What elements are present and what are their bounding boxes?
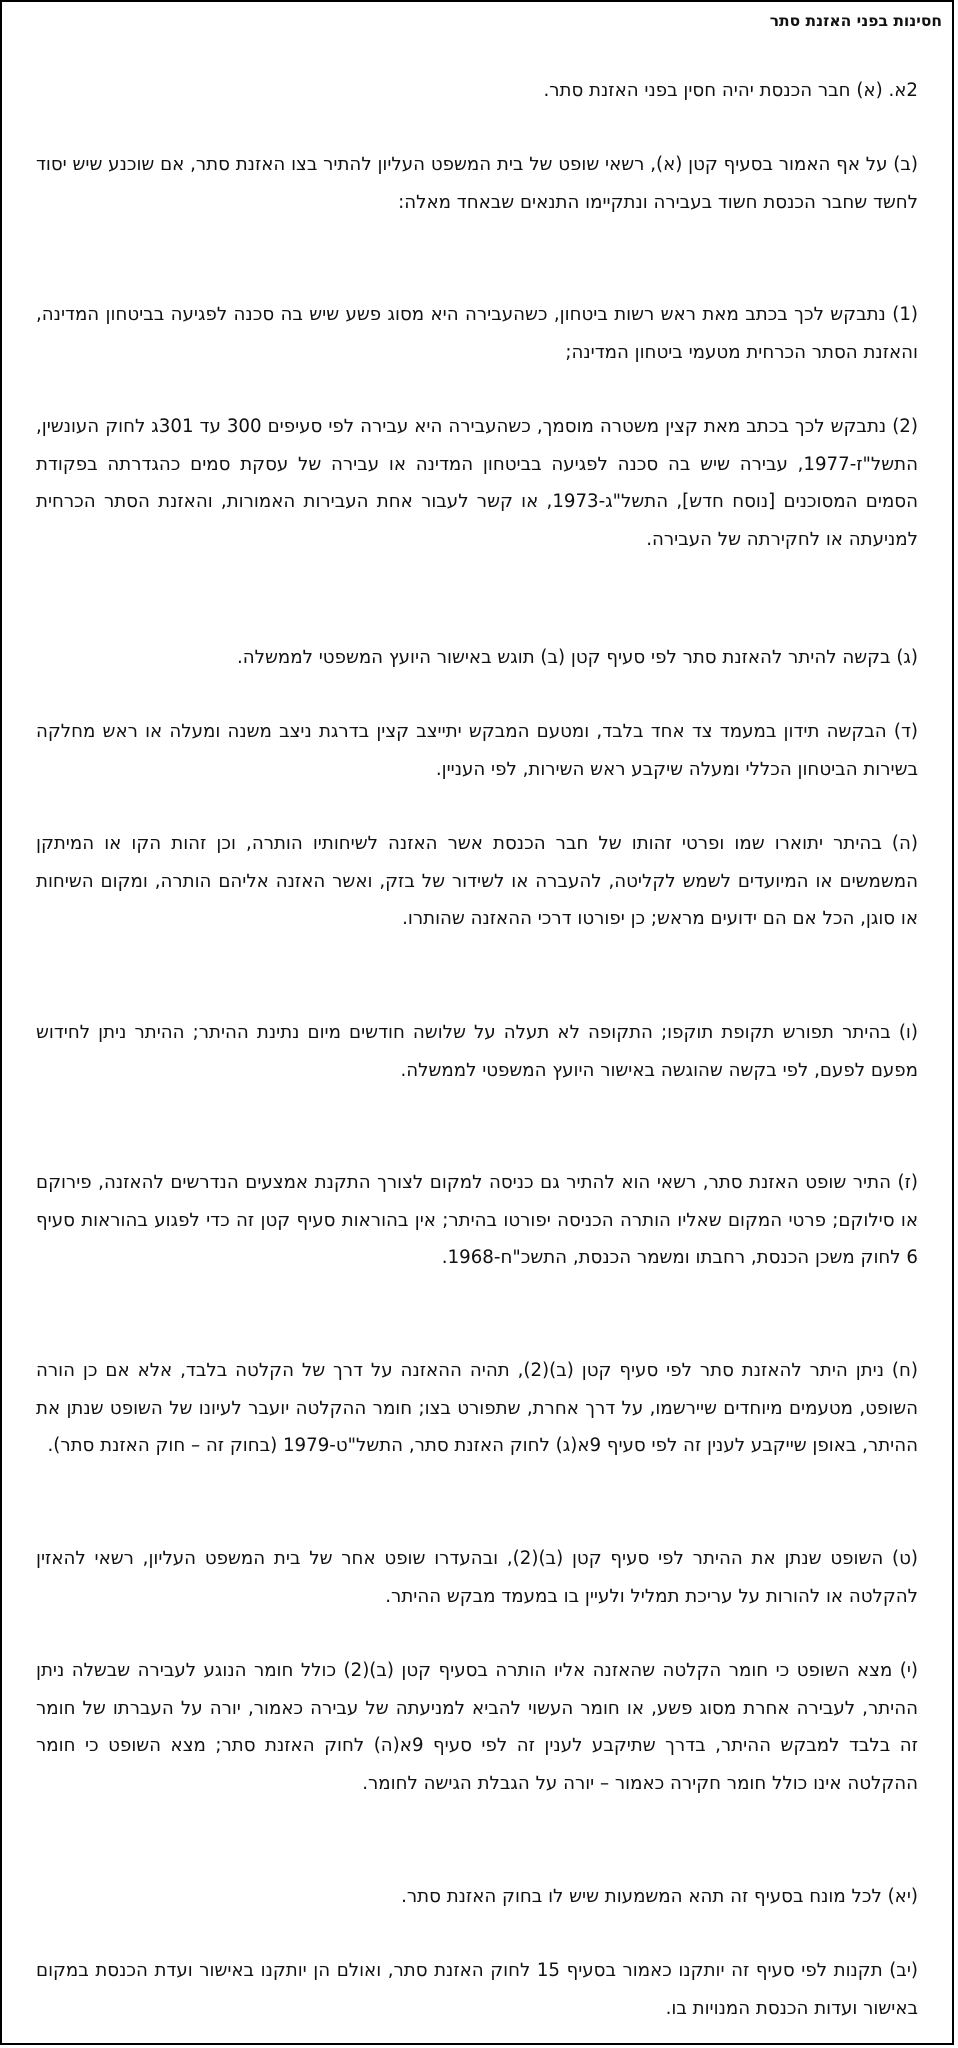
paragraph-b-2: (2) נתבקש לכך בכתב מאת קצין משטרה מוסמך, כשהעבירה היא עבירה לפי סעיפים 300 עד 301ג לחוק העונשין, התשל"ז-1977, עבירה שיש בה סכנה לפגיעה בביטחון המדינה או עבירה של עסקת סמים כהגדרתה בפקודת הסמים המסוכנים [נוסח חדש], התשל"ג-1973, או קשר לעבור אחת העבירות האמורות, והאזנת הסתר הכרחית למניעתה או לחקירתה של העבירה.: [36, 416, 918, 550]
paragraph-e: (ה) בהיתר יתוארו שמו ופרטי זהותו של חבר הכנסת אשר האזנה לשיחותיו הותרה, וכן זהות הקו או המיתקן המשמשים או המיועדים לשמש לקליטה, להעברה או לשידור של בזק, ואשר האזנה אליהם הותרה, ומקום השיחות או סוגן, הכל אם הם ידועים מראש; כן יפורטו דרכי ההאזנה שהותרו.: [36, 833, 918, 929]
paragraph-ya: (יא) לכל מונח בסעיף זה תהא המשמעות שיש לו בחוק האזנת סתר.: [401, 1886, 918, 1907]
paragraph-d: (ד) הבקשה תידון במעמד צד אחד בלבד, ומטעם המבקש יתייצב קצין בדרגת ניצב משנה ומעלה או ראש מחלקה בשירות הביטחון הכללי ומעלה שיקבע ראש השירות, לפי העניין.: [36, 721, 918, 780]
paragraph-g: (ז) התיר שופט האזנת סתר, רשאי הוא להתיר גם כניסה למקום לצורך התקנת אמצעים הנדרשים להאזנה, פירוקם או סילוקם; פרטי המקום שאליו הותרה הכניסה יפורטו בהיתר; אין בהוראות סעיף קטן זה כדי לפגוע בהוראות סעיף 6 לחוק משכן הכנסת, רחבתו ומשמר הכנסת, התשכ"ח-1968.: [36, 1172, 918, 1268]
paragraph-2a-a: 2א. (א) חבר הכנסת יהיה חסין בפני האזנת סתר.: [543, 80, 918, 101]
document-title: חסינות בפני האזנת סתר: [769, 12, 942, 30]
paragraph-t: (ט) השופט שנתן את ההיתר לפי סעיף קטן (ב)(2), ובהעדרו שופט אחר של בית המשפט העליון, רשאי להאזין להקלטה או להורות על עריכת תמליל ולעיין בו במעמד מבקש ההיתר.: [36, 1548, 918, 1607]
paragraph-c: (ג) בקשה להיתר להאזנת סתר לפי סעיף קטן (ב) תוגש באישור היועץ המשפטי לממשלה.: [237, 647, 918, 668]
paragraph-h: (ח) ניתן היתר להאזנת סתר לפי סעיף קטן (ב)(2), תהיה ההאזנה על דרך של הקלטה בלבד, אלא אם כן הורה השופט, מטעמים מיוחדים שיירשמו, על דרך אחרת, שתפורט בצו; חומר ההקלטה יועבר לעיונו של השופט שנתן את ההיתר, באופן שייקבע לענין זה לפי סעיף 9א(ג) לחוק האזנת סתר, התשל"ט-1979 (בחוק זה – חוק האזנת סתר).: [36, 1360, 918, 1456]
paragraph-b: (ב) על אף האמור בסעיף קטן (א), רשאי שופט של בית המשפט העליון להתיר בצו האזנת סתר, אם שוכנע שיש יסוד לחשד שחבר הכנסת חשוד בעבירה ונתקיימו התנאים שבאחד מאלה:: [36, 154, 918, 213]
paragraph-b-1: (1) נתבקש לכך בכתב מאת ראש רשות ביטחון, כשהעבירה היא מסוג פשע שיש בה סכנה לפגיעה בביטחון המדינה, והאזנת הסתר הכרחית מטעמי ביטחון המדינה;: [36, 304, 918, 363]
paragraph-y: (י) מצא השופט כי חומר הקלטה שהאזנה אליו הותרה בסעיף קטן (ב)(2) כולל חומר הנוגע לעבירה שבשלה ניתן ההיתר, לעבירה אחרת מסוג פשע, או חומר העשוי להביא למניעתה של עבירה כאמור, יורה על העברתו של חומר זה בלבד למבקש ההיתר, בדרך שתיקבע לענין זה לפי סעיף 9א(ה) לחוק האזנת סתר; מצא השופט כי חומר ההקלטה אינו כולל חומר חקירה כאמור – יורה על הגבלת הגישה לחומר.: [36, 1660, 919, 1794]
paragraph-f: (ו) בהיתר תפורש תקופת תוקפו; התקופה לא תעלה על שלושה חודשים מיום נתינת ההיתר; ההיתר ניתן לחידוש מפעם לפעם, לפי בקשה שהוגשה באישור היועץ המשפטי לממשלה.: [36, 1022, 918, 1081]
paragraph-yb: (יב) תקנות לפי סעיף זה יותקנו כאמור בסעיף 15 לחוק האזנת סתר, ואולם הן יותקנו באישור ועדת הכנסת במקום באישור ועדות הכנסת המנויות בו.: [36, 1960, 918, 2019]
